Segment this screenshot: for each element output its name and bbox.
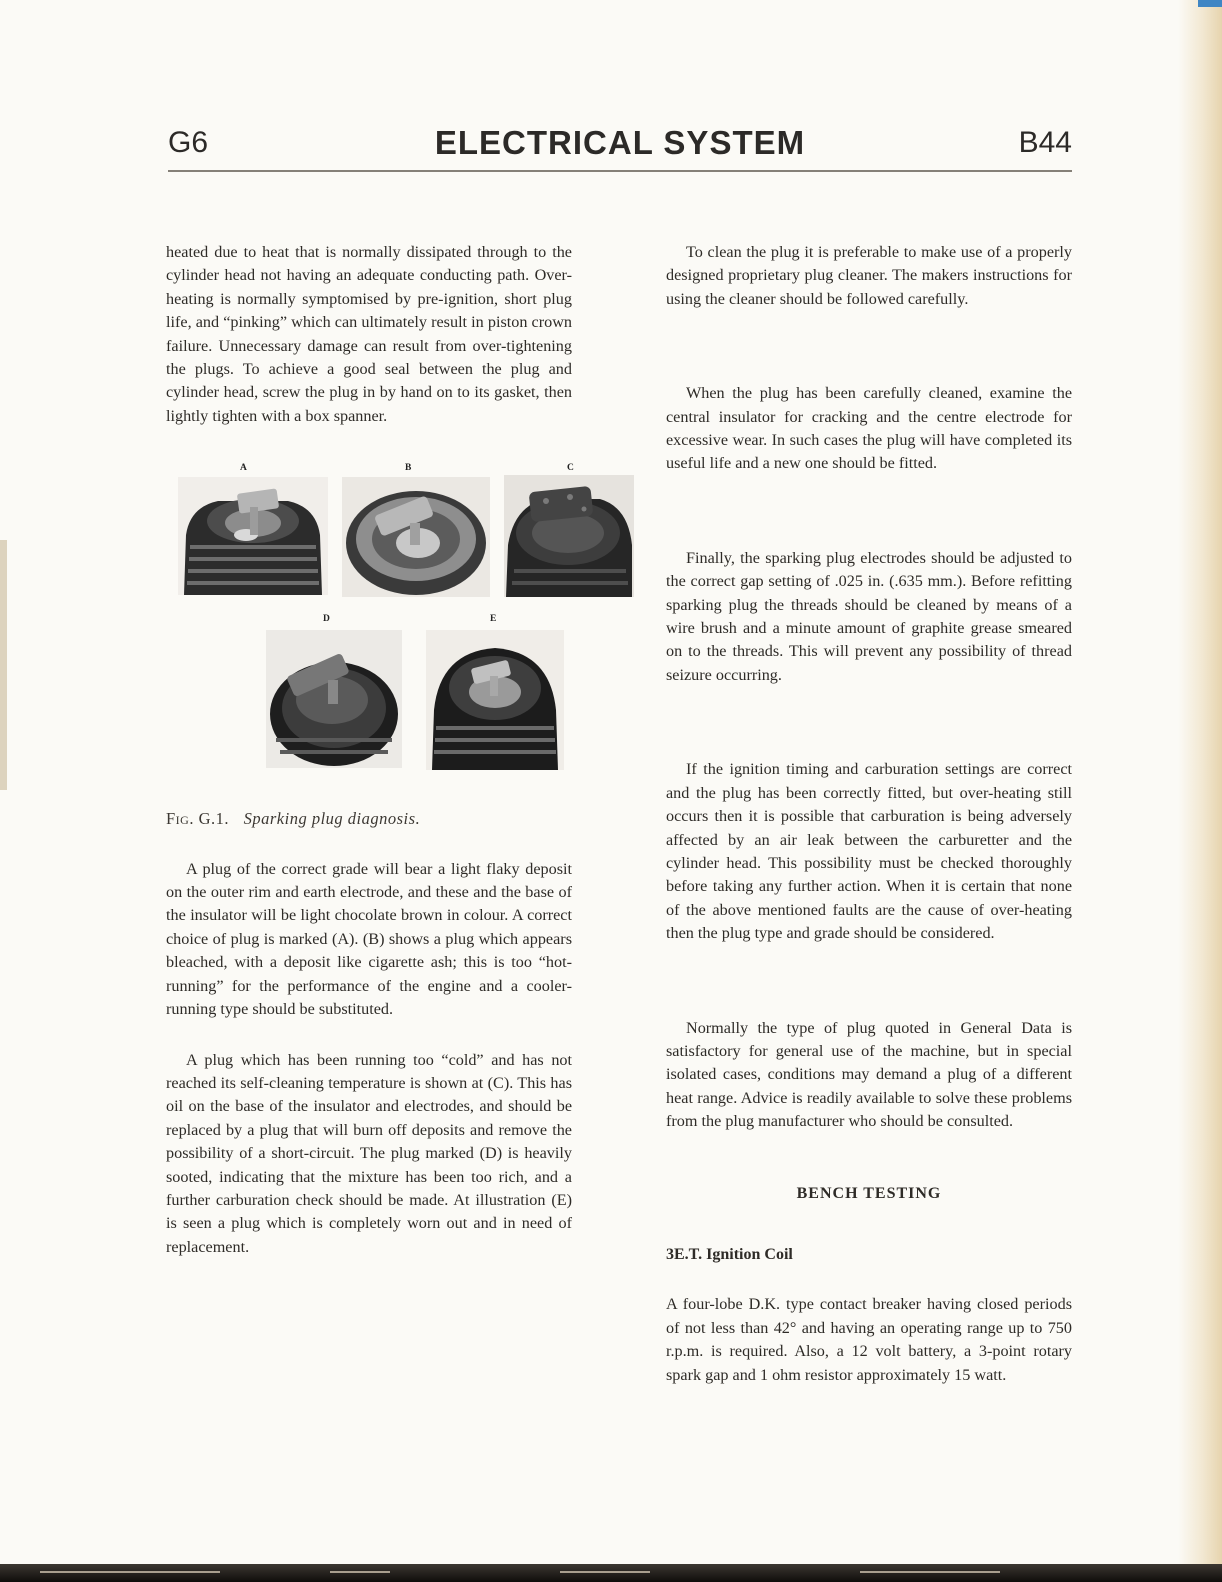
air-leak-paragraph: If the ignition timing and carburation settings are correct and the plug has been correctly fitted, but over-heating still occurs then it is possible that carburation is being adversely affected by an air leak between the carburetter and the cylinder head. This possibility must be checked thoroughly before taking any further action. When it is certain that none of the above mentioned faults are the cause of over-heating then the plug type and grade should be considered. xyxy=(666,760,1072,943)
spark-plug-figure xyxy=(170,455,646,781)
page-bottom-edge xyxy=(0,1564,1222,1582)
plug-label-b: B xyxy=(405,463,412,474)
section-code: G6 xyxy=(168,126,209,159)
correct-grade-paragraph: A plug of the correct grade will bear a light flaky deposit on the outer rim and earth electrode, and these and the base of the insulator will be light chocolate brown in colour. A correct choice of plug is marked (A). (B) shows a plug which appears bleached, with a deposit like cigarette ash; this is too “hot-running” for the performance of the engine and a cooler-running type should be substituted. xyxy=(166,859,572,1019)
left-column xyxy=(166,241,572,1286)
bookmark-tab xyxy=(1198,0,1222,7)
page-edge xyxy=(1178,0,1222,1582)
plug-type-paragraph: Normally the type of plug quoted in General Data is satisfactory for general use of the machine, but in special isolated cases, conditions may demand a plug of a different heat range. Advice is readily available to solve these problems from the plug manufacturer who should be consulted. xyxy=(666,1018,1072,1131)
gap-setting-paragraph: Finally, the sparking plug electrodes should be adjusted to the correct gap setting of .025 in. (.635 mm.). Before refitting sparking plug the threads should be cleaned by means of a wire brush and a minute amount of graphite grease smeared on to the threads. This will prevent any possibility of thread seizure occurring. xyxy=(666,548,1072,684)
page-title: ELECTRICAL SYSTEM xyxy=(434,124,806,161)
cold-plug-paragraph: A plug which has been running too “cold” and has not reached its self-cleaning temperature is shown at (C). This has oil on the base of the insulator and electrodes, and should be replaced by a plug that will burn off deposits and remove the possibility of a short-circuit. The plug marked (D) is heavily sooted, indicating that the mixture has been too rich, and a further carburation check should be made. At illustration (E) is seen a plug which is completely worn out and in need of replacement. xyxy=(166,1050,572,1256)
right-column xyxy=(666,241,1072,1387)
plug-photo-e xyxy=(426,630,564,770)
plug-label-a: A xyxy=(240,463,247,474)
bench-testing-heading: BENCH TESTING xyxy=(796,1184,942,1202)
figure-caption xyxy=(166,807,572,830)
plug-label-e: E xyxy=(490,614,497,625)
binding-gutter xyxy=(0,540,7,790)
figure-caption-label: Fig. G.1. xyxy=(166,809,230,829)
ignition-coil-subheading: 3E.T. Ignition Coil xyxy=(666,1245,793,1263)
inspection-paragraph: When the plug has been carefully cleaned, examine the central insulator for cracking and the centre electrode for excessive wear. In such cases the plug will have completed its useful life and a new one should be fitted. xyxy=(666,384,1072,473)
plug-photo-d xyxy=(266,630,402,768)
plug-photo-c xyxy=(504,475,634,597)
header-rule xyxy=(168,170,1072,172)
figure-caption-text: Sparking plug diagnosis. xyxy=(243,809,421,829)
page-header xyxy=(168,122,1072,170)
overheating-paragraph: heated due to heat that is normally dissipated through to the cylinder head not having an adequate conducting path. Over-heating is normally symptomised by pre-ignition, short plug life, and “pinking” which can ultimately result in piston crown failure. Unnecessary damage can result from over-tightening the plugs. To achieve a good seal between the plug and cylinder head, screw the plug in by hand on to its gasket, then lightly tighten with a box spanner. xyxy=(166,243,572,425)
plug-label-c: C xyxy=(567,463,574,474)
cleaning-paragraph: To clean the plug it is preferable to make use of a properly designed proprietary plug cleaner. The makers instructions for using the cleaner should be followed carefully. xyxy=(666,243,1072,308)
plug-label-d: D xyxy=(323,614,330,625)
model-code: B44 xyxy=(1018,126,1072,159)
plug-photo-a xyxy=(178,477,328,595)
plug-photo-b xyxy=(342,477,490,597)
contact-breaker-paragraph: A four-lobe D.K. type contact breaker having closed periods of not less than 42° and having an operating range up to 750 r.p.m. is required. Also, a 12 volt battery, a 3-point rotary spark gap and 1 ohm resistor approximately 15 watt. xyxy=(666,1295,1072,1384)
